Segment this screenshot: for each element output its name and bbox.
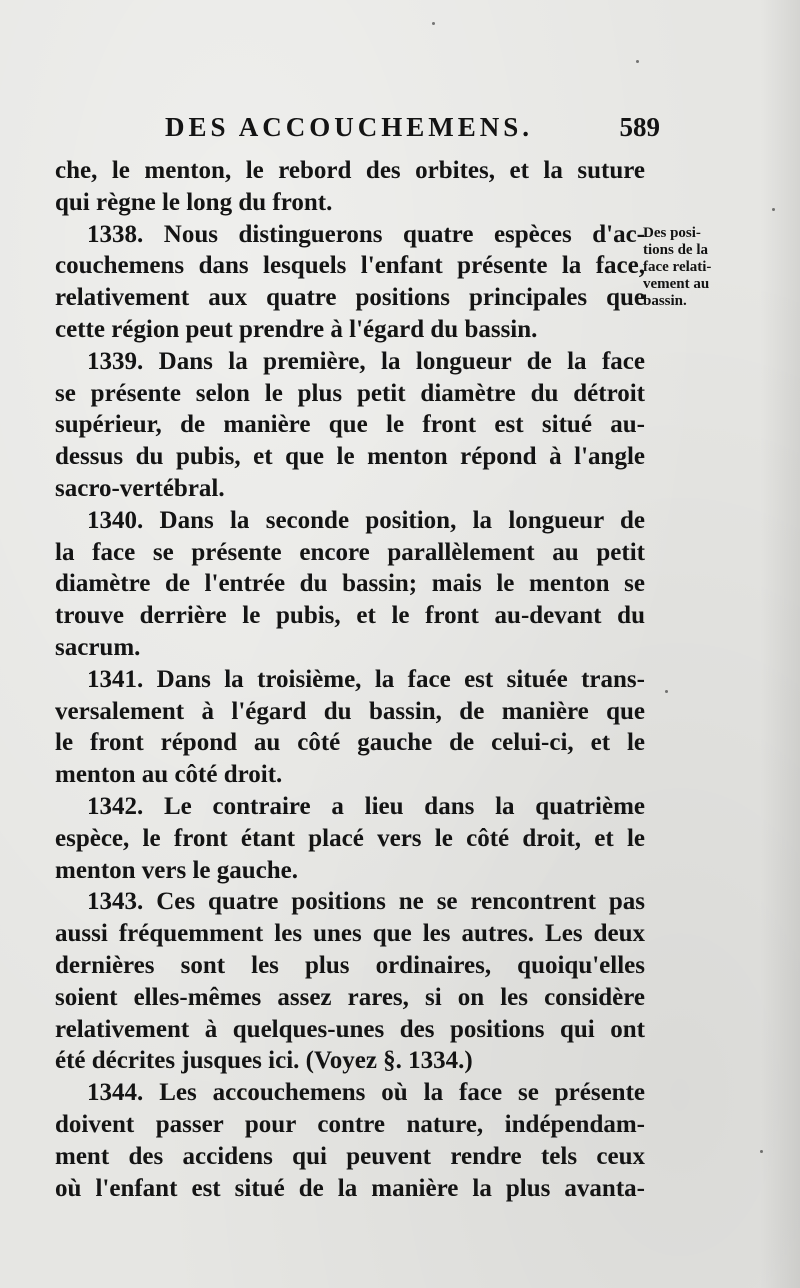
text-line: versalement à l'égard du bassin, de manière que — [55, 697, 645, 725]
text-line: che, le menton, le rebord des orbites, et la suture — [55, 157, 645, 184]
text-line: relativement aux quatre positions principales que — [55, 284, 645, 312]
text-line: où l'enfant est situé de la manière la plus avanta- — [55, 1174, 645, 1202]
paper-speck — [760, 1150, 763, 1153]
text-line: diamètre de l'entrée du bassin; mais le menton se — [55, 570, 645, 598]
text-line: le front répond au côté gauche de celui-ci, et le — [55, 729, 645, 757]
paper-speck — [665, 690, 668, 693]
margin-note-line: bassin. — [643, 293, 687, 309]
text-line: soient elles-mêmes assez rares, si on les considère — [55, 983, 645, 1011]
paragraph-1338-start: 1338. Nous distinguerons quatre espèces d'ac- — [87, 220, 645, 248]
text-line: couchemens dans lesquels l'enfant présente la face, — [55, 252, 645, 280]
paper-speck — [432, 22, 435, 25]
text-line: trouve derrière le pubis, et le front au-devant du — [55, 602, 645, 630]
page-header — [165, 112, 660, 152]
text-line: aussi fréquemment les unes que les autres. Les deux — [55, 920, 645, 948]
body-text — [55, 155, 645, 1204]
margin-note-line: Des posi- — [643, 225, 701, 241]
margin-note-line: face relati- — [643, 259, 712, 275]
text-line: menton vers le gauche. — [55, 856, 299, 884]
text-line: ment des accidens qui peuvent rendre tels ceux — [55, 1142, 645, 1170]
text-line: la face se présente encore parallèlement au petit — [55, 538, 645, 566]
text-line: dernières sont les plus ordinaires, quoiqu'elles — [55, 951, 645, 979]
text-line: sacrum. — [55, 633, 141, 661]
text-line: doivent passer pour contre nature, indépendam- — [55, 1110, 645, 1138]
paragraph-1341-start: 1341. Dans la troisième, la face est située trans- — [87, 665, 645, 693]
paragraph-1340-start: 1340. Dans la seconde position, la longueur de — [87, 506, 645, 534]
text-line: été décrites jusques ici. (Voyez §. 1334.) — [55, 1047, 473, 1075]
text-line: menton au côté droit. — [55, 761, 283, 789]
margin-note-line: vement au — [643, 276, 710, 292]
text-line: cette région peut prendre à l'égard du bassin. — [55, 315, 538, 343]
margin-note — [643, 225, 753, 310]
text-line: relativement à quelques-unes des positions qui ont — [55, 1015, 645, 1043]
text-line: supérieur, de manière que le front est situé au- — [55, 411, 645, 439]
paper-speck — [636, 60, 639, 63]
running-head: DES ACCOUCHEMENS. — [165, 112, 534, 142]
text-line: se présente selon le plus petit diamètre du détroit — [55, 379, 645, 407]
text-line: qui règne le long du front. — [55, 188, 333, 216]
paragraph-1339-start: 1339. Dans la première, la longueur de la face — [87, 347, 645, 375]
text-line: dessus du pubis, et que le menton répond à l'angle — [55, 443, 645, 471]
text-line: sacro-vertébral. — [55, 474, 225, 502]
paragraph-1343-start: 1343. Ces quatre positions ne se rencontrent pas — [87, 888, 645, 916]
paragraph-1344-start: 1344. Les accouchemens où la face se présente — [87, 1079, 645, 1107]
margin-note-line: tions de la — [643, 242, 709, 258]
text-line: espèce, le front étant placé vers le côté droit, et le — [55, 824, 645, 852]
page-number: 589 — [619, 112, 660, 142]
paper-speck — [772, 208, 775, 211]
paragraph-1342-start: 1342. Le contraire a lieu dans la quatrième — [87, 792, 645, 820]
page-edge-shadow — [760, 0, 800, 1288]
